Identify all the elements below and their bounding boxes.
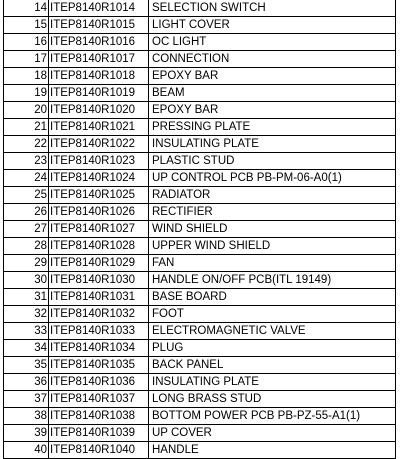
table-row <box>4 357 396 374</box>
part-code-cell: ITEP8140R1023 <box>49 153 149 170</box>
item-number-cell: 23 <box>4 153 49 170</box>
item-number-cell: 39 <box>4 425 49 442</box>
description-cell: SELECTION SWITCH <box>149 0 396 17</box>
table-row <box>4 442 396 459</box>
table-row <box>4 391 396 408</box>
part-code-cell: ITEP8140R1022 <box>49 136 149 153</box>
part-code-cell: ITEP8140R1039 <box>49 425 149 442</box>
table-row <box>4 170 396 187</box>
part-code-cell: ITEP8140R1037 <box>49 391 149 408</box>
description-cell: BEAM <box>149 85 396 102</box>
description-cell: FOOT <box>149 306 396 323</box>
description-cell: BASE BOARD <box>149 289 396 306</box>
item-number-cell: 32 <box>4 306 49 323</box>
part-code-cell: ITEP8140R1017 <box>49 51 149 68</box>
item-number-cell: 15 <box>4 17 49 34</box>
item-number-cell: 24 <box>4 170 49 187</box>
part-code-cell: ITEP8140R1031 <box>49 289 149 306</box>
table-row <box>4 17 396 34</box>
part-code-cell: ITEP8140R1033 <box>49 323 149 340</box>
item-number-cell: 21 <box>4 119 49 136</box>
table-row <box>4 34 396 51</box>
table-row <box>4 374 396 391</box>
table-row <box>4 306 396 323</box>
part-code-cell: ITEP8140R1034 <box>49 340 149 357</box>
part-code-cell: ITEP8140R1036 <box>49 374 149 391</box>
description-cell: UPPER WIND SHIELD <box>149 238 396 255</box>
table-row <box>4 340 396 357</box>
item-number-cell: 18 <box>4 68 49 85</box>
table-row <box>4 238 396 255</box>
description-cell: WIND SHIELD <box>149 221 396 238</box>
item-number-cell: 20 <box>4 102 49 119</box>
item-number-cell: 16 <box>4 34 49 51</box>
description-cell: EPOXY BAR <box>149 68 396 85</box>
table-row <box>4 102 396 119</box>
description-cell: RADIATOR <box>149 187 396 204</box>
part-code-cell: ITEP8140R1026 <box>49 204 149 221</box>
item-number-cell: 35 <box>4 357 49 374</box>
description-cell: UP CONTROL PCB PB-PM-06-A0(1) <box>149 170 396 187</box>
part-code-cell: ITEP8140R1020 <box>49 102 149 119</box>
part-code-cell: ITEP8140R1014 <box>49 0 149 17</box>
description-cell: LONG BRASS STUD <box>149 391 396 408</box>
description-cell: INSULATING PLATE <box>149 374 396 391</box>
table-row <box>4 408 396 425</box>
part-code-cell: ITEP8140R1035 <box>49 357 149 374</box>
table-row <box>4 425 396 442</box>
parts-table <box>3 0 396 459</box>
part-code-cell: ITEP8140R1021 <box>49 119 149 136</box>
item-number-cell: 17 <box>4 51 49 68</box>
part-code-cell: ITEP8140R1019 <box>49 85 149 102</box>
table-row <box>4 119 396 136</box>
item-number-cell: 27 <box>4 221 49 238</box>
description-cell: CONNECTION <box>149 51 396 68</box>
table-row <box>4 51 396 68</box>
item-number-cell: 29 <box>4 255 49 272</box>
table-row <box>4 272 396 289</box>
item-number-cell: 40 <box>4 442 49 459</box>
table-row <box>4 187 396 204</box>
item-number-cell: 22 <box>4 136 49 153</box>
table-row <box>4 221 396 238</box>
table-row <box>4 255 396 272</box>
description-cell: BOTTOM POWER PCB PB-PZ-55-A1(1) <box>149 408 396 425</box>
part-code-cell: ITEP8140R1016 <box>49 34 149 51</box>
description-cell: UP COVER <box>149 425 396 442</box>
parts-table-body <box>4 0 396 459</box>
description-cell: EPOXY BAR <box>149 102 396 119</box>
item-number-cell: 26 <box>4 204 49 221</box>
description-cell: FAN <box>149 255 396 272</box>
description-cell: PLUG <box>149 340 396 357</box>
description-cell: ELECTROMAGNETIC VALVE <box>149 323 396 340</box>
description-cell: OC LIGHT <box>149 34 396 51</box>
description-cell: HANDLE ON/OFF PCB(ITL 19149) <box>149 272 396 289</box>
description-cell: HANDLE <box>149 442 396 459</box>
item-number-cell: 28 <box>4 238 49 255</box>
table-row <box>4 0 396 17</box>
item-number-cell: 14 <box>4 0 49 17</box>
description-cell: RECTIFIER <box>149 204 396 221</box>
description-cell: LIGHT COVER <box>149 17 396 34</box>
item-number-cell: 30 <box>4 272 49 289</box>
item-number-cell: 25 <box>4 187 49 204</box>
part-code-cell: ITEP8140R1018 <box>49 68 149 85</box>
part-code-cell: ITEP8140R1040 <box>49 442 149 459</box>
item-number-cell: 33 <box>4 323 49 340</box>
part-code-cell: ITEP8140R1028 <box>49 238 149 255</box>
part-code-cell: ITEP8140R1029 <box>49 255 149 272</box>
part-code-cell: ITEP8140R1038 <box>49 408 149 425</box>
description-cell: PLASTIC STUD <box>149 153 396 170</box>
part-code-cell: ITEP8140R1032 <box>49 306 149 323</box>
description-cell: BACK PANEL <box>149 357 396 374</box>
item-number-cell: 19 <box>4 85 49 102</box>
table-row <box>4 289 396 306</box>
table-row <box>4 85 396 102</box>
description-cell: INSULATING PLATE <box>149 136 396 153</box>
part-code-cell: ITEP8140R1024 <box>49 170 149 187</box>
part-code-cell: ITEP8140R1025 <box>49 187 149 204</box>
table-row <box>4 153 396 170</box>
table-row <box>4 204 396 221</box>
item-number-cell: 37 <box>4 391 49 408</box>
part-code-cell: ITEP8140R1027 <box>49 221 149 238</box>
table-row <box>4 68 396 85</box>
table-row <box>4 136 396 153</box>
part-code-cell: ITEP8140R1015 <box>49 17 149 34</box>
table-row <box>4 323 396 340</box>
item-number-cell: 31 <box>4 289 49 306</box>
parts-list-sheet <box>3 0 396 459</box>
item-number-cell: 34 <box>4 340 49 357</box>
description-cell: PRESSING PLATE <box>149 119 396 136</box>
item-number-cell: 38 <box>4 408 49 425</box>
item-number-cell: 36 <box>4 374 49 391</box>
part-code-cell: ITEP8140R1030 <box>49 272 149 289</box>
